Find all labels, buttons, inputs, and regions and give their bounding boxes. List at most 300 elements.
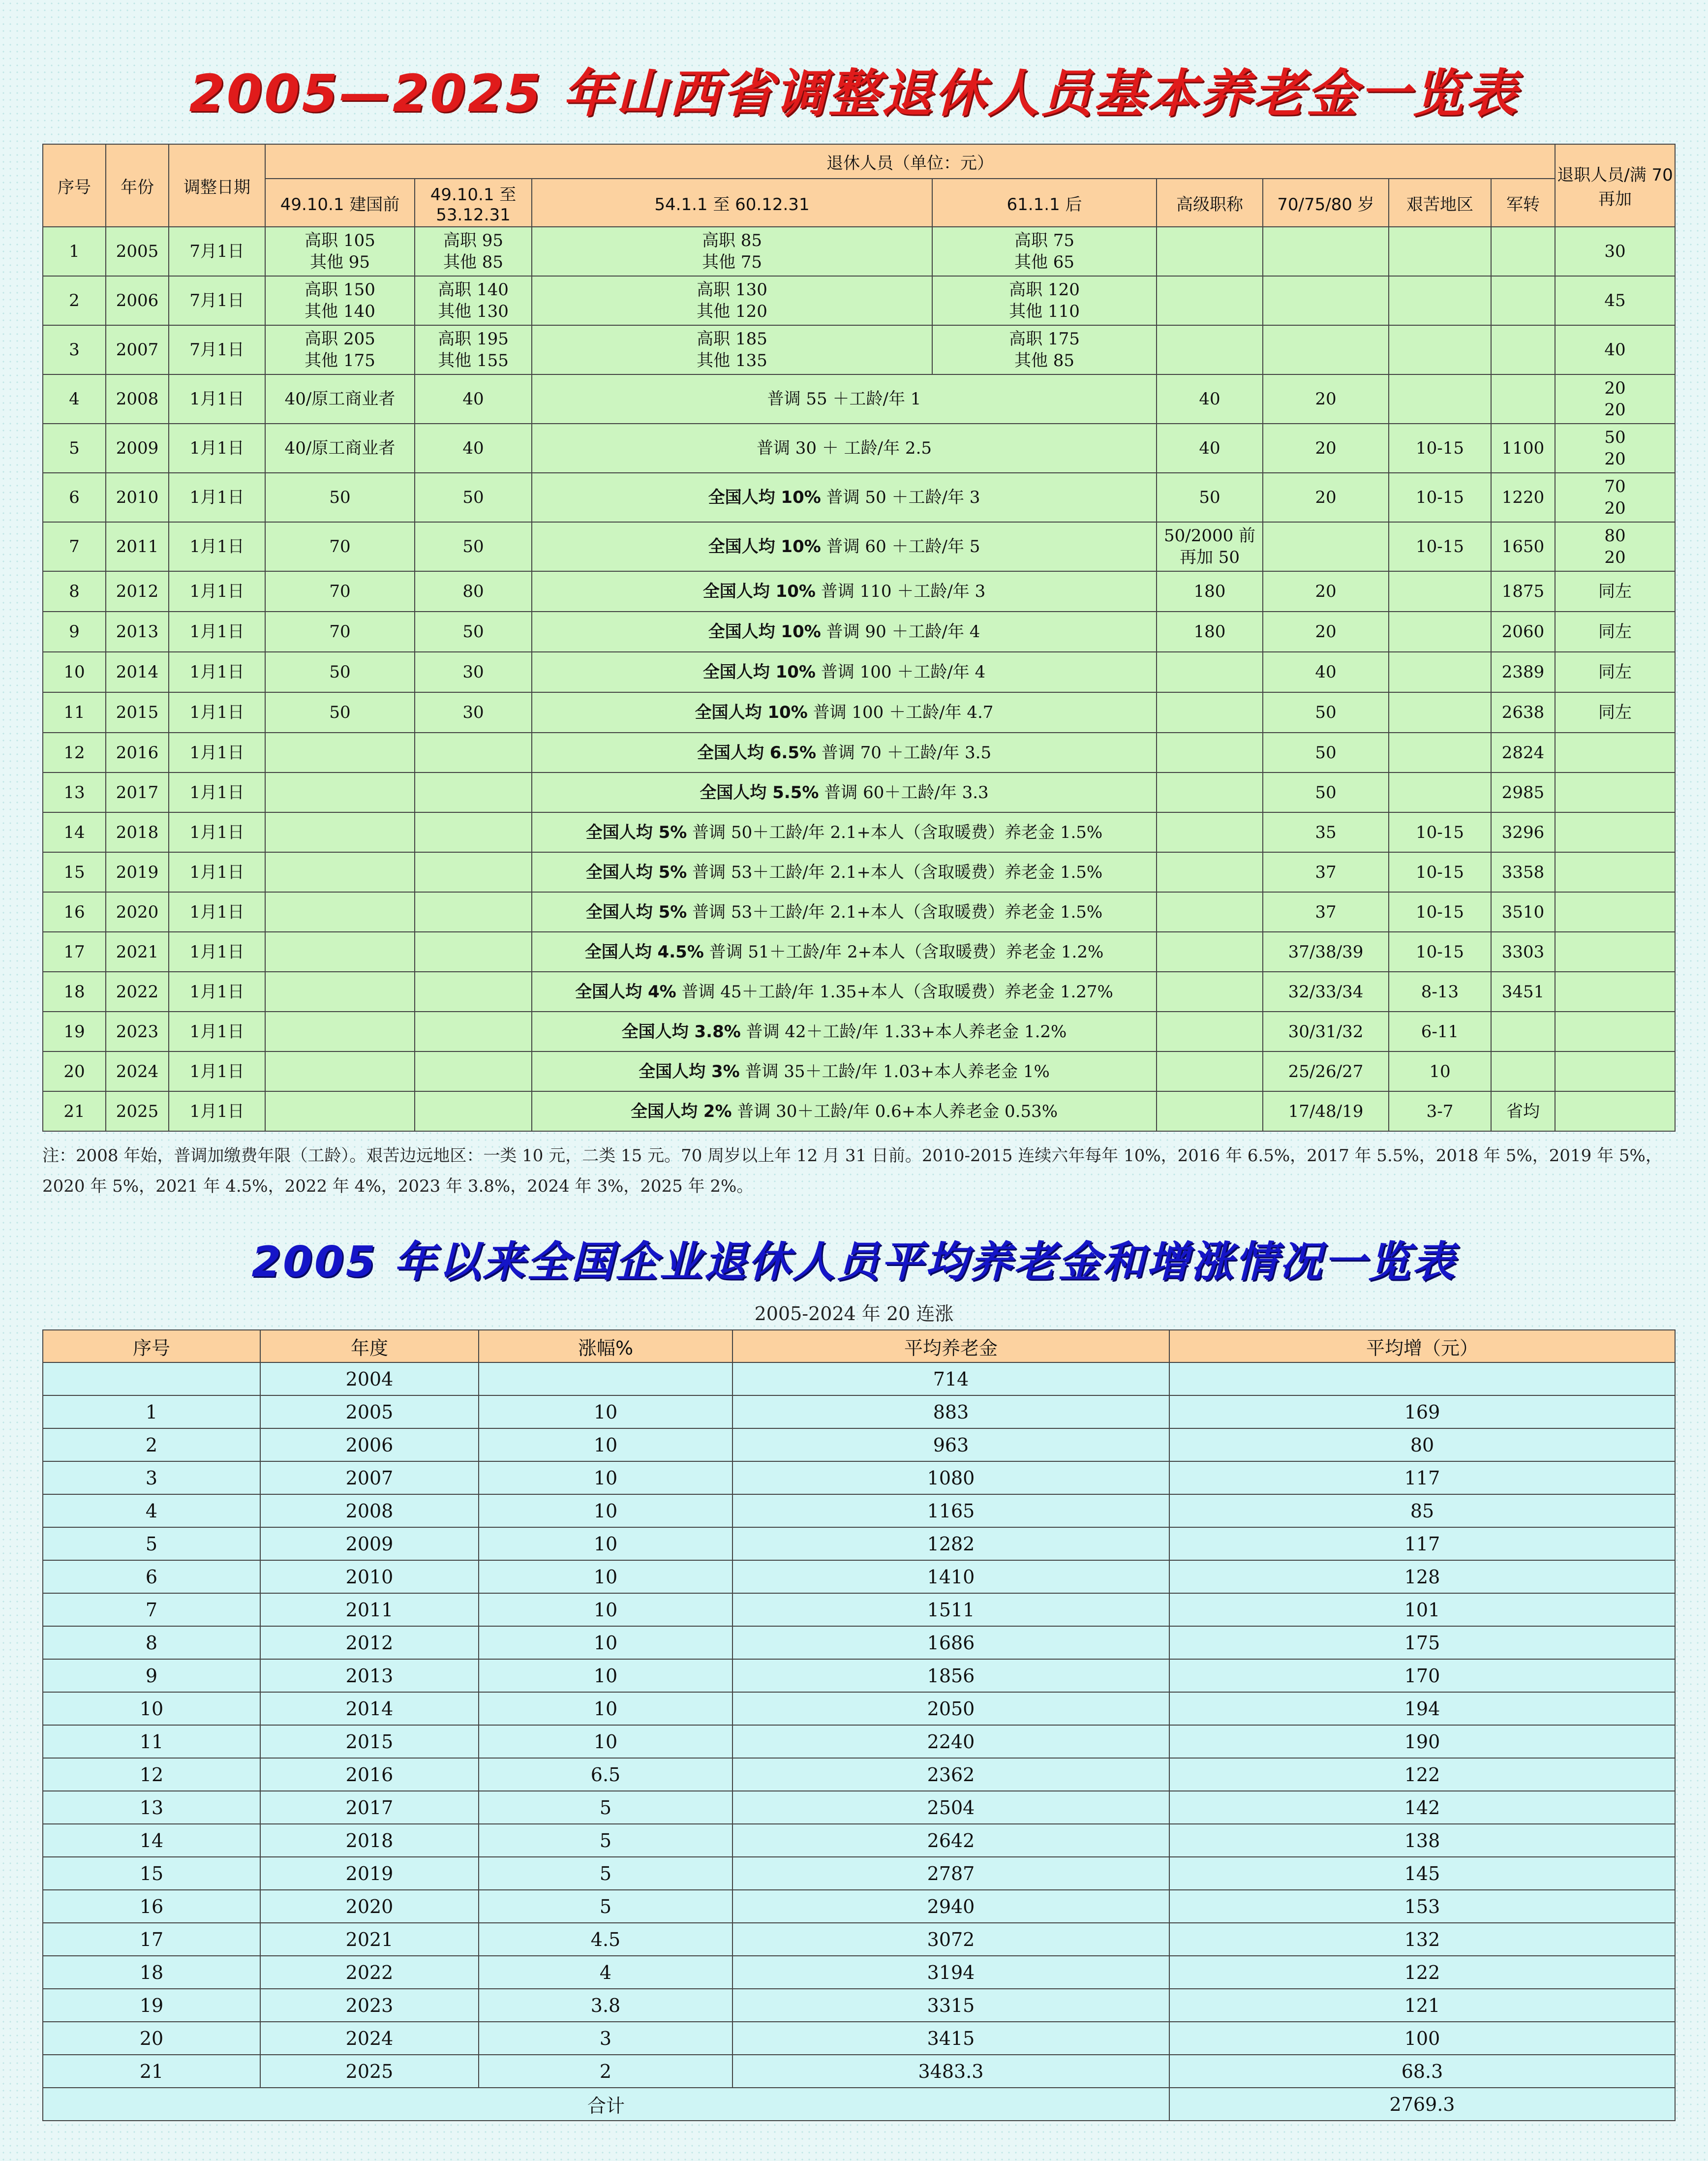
cell-c8 [1491, 227, 1555, 276]
cell-c2 [415, 812, 532, 852]
cell-c2: 50 [415, 522, 532, 571]
cell-rate: 3.8 [479, 1989, 732, 2022]
cell-year: 2016 [106, 733, 169, 772]
cell-c6: 30/31/32 [1263, 1012, 1389, 1051]
cell-c2: 30 [415, 692, 532, 733]
cell-c5 [1157, 276, 1263, 325]
cell-seq: 6 [43, 1560, 260, 1593]
table-row [43, 892, 1675, 932]
cell-year: 2021 [260, 1923, 479, 1956]
cell-c7: 8-13 [1389, 972, 1491, 1012]
header-col-1: 序号 [43, 1330, 260, 1362]
cell-c2 [415, 733, 532, 772]
rule-national-average: 全国人均 3.8% [621, 1021, 741, 1042]
header-sub-5: 高级职称 [1157, 179, 1263, 227]
cell-c7 [1389, 612, 1491, 652]
rule-detail: 普调 90 ＋工龄/年 4 [826, 622, 980, 642]
cell-c5: 180 [1157, 571, 1263, 612]
cell-c8: 2389 [1491, 652, 1555, 692]
cell-c1: 50 [265, 473, 415, 522]
table-row [43, 1428, 1675, 1461]
cell-c7: 10-15 [1389, 932, 1491, 972]
cell-adjustment-rule [532, 652, 1157, 692]
cell-average: 3194 [732, 1956, 1169, 1989]
cell-increase: 132 [1169, 1923, 1675, 1956]
cell-c7: 10-15 [1389, 892, 1491, 932]
cell-seq: 20 [43, 2022, 260, 2055]
cell-seq: 18 [43, 1956, 260, 1989]
cell-average: 2504 [732, 1791, 1169, 1824]
cell-increase: 101 [1169, 1593, 1675, 1626]
cell-c6 [1263, 522, 1389, 571]
cell-rate: 10 [479, 1527, 732, 1560]
cell-c8: 省均 [1491, 1091, 1555, 1131]
table-caption: 2005-2024 年 20 连涨 [754, 1303, 954, 1325]
rule-detail: 普调 30 ＋ 工龄/年 2.5 [756, 438, 932, 458]
total-label: 合计 [43, 2088, 1169, 2121]
cell-year: 2007 [106, 325, 169, 374]
cell-c2 [415, 772, 532, 812]
header-date: 调整日期 [169, 144, 265, 227]
cell-c8 [1491, 1012, 1555, 1051]
cell-year: 2020 [106, 892, 169, 932]
cell-c1 [265, 772, 415, 812]
table-row [43, 1824, 1675, 1857]
table-row [43, 852, 1675, 892]
table-row [43, 424, 1675, 473]
cell-c2: 高职 140 其他 130 [415, 276, 532, 325]
cell-increase: 100 [1169, 2022, 1675, 2055]
cell-increase: 190 [1169, 1725, 1675, 1758]
cell-c1: 高职 105 其他 95 [265, 227, 415, 276]
rule-detail: 普调 35＋工龄/年 1.03+本人养老金 1% [745, 1061, 1050, 1081]
cell-year: 2011 [106, 522, 169, 571]
table-row [43, 733, 1675, 772]
table-row [43, 1527, 1675, 1560]
cell-c9: 40 [1555, 325, 1675, 374]
table-row [43, 1923, 1675, 1956]
cell-seq: 10 [43, 652, 106, 692]
cell-date: 1月1日 [169, 852, 265, 892]
cell-rate: 6.5 [479, 1758, 732, 1791]
cell-c9: 同左 [1555, 612, 1675, 652]
cell-average: 3315 [732, 1989, 1169, 2022]
cell-rate: 10 [479, 1626, 732, 1659]
cell-year: 2017 [106, 772, 169, 812]
cell-increase: 122 [1169, 1758, 1675, 1791]
cell-c1: 70 [265, 571, 415, 612]
cell-date: 1月1日 [169, 1091, 265, 1131]
cell-c6: 50 [1263, 733, 1389, 772]
cell-increase: 170 [1169, 1659, 1675, 1692]
cell-c5 [1157, 1051, 1263, 1091]
cell-rate: 10 [479, 1428, 732, 1461]
table-row [43, 1758, 1675, 1791]
cell-seq: 3 [43, 1461, 260, 1494]
cell-seq: 18 [43, 972, 106, 1012]
cell-c7: 10 [1389, 1051, 1491, 1091]
cell-c8: 1100 [1491, 424, 1555, 473]
footnote: 注：2008 年始，普调加缴费年限（工龄）。艰苦边远地区：一类 10 元，二类 15 元。70 周岁以上年 12 月 31 日前。2010-2015 连续六年每年 10%，2016 年 6.5%，2017 年 5.5%，2018 年 5%，2019 年 5%，2020 年 5%，2021 年 4.5%，2022 年 4%，2023 年 3.8%，2024 年 3%，2025 年 2%。 [42, 1146, 1662, 1196]
cell-year: 2023 [106, 1012, 169, 1051]
header-sub-2: 49.10.1 至 53.12.31 [415, 179, 532, 227]
cell-c8: 1875 [1491, 571, 1555, 612]
cell-c3: 高职 185 其他 135 [532, 325, 932, 374]
cell-seq: 8 [43, 1626, 260, 1659]
rule-detail: 普调 55 ＋工龄/年 1 [767, 389, 921, 409]
cell-adjustment-rule [532, 571, 1157, 612]
cell-c6: 37/38/39 [1263, 932, 1389, 972]
cell-seq: 14 [43, 812, 106, 852]
table-row [43, 1857, 1675, 1890]
cell-seq: 13 [43, 1791, 260, 1824]
cell-c8: 3296 [1491, 812, 1555, 852]
cell-rate: 5 [479, 1824, 732, 1857]
cell-year: 2012 [106, 571, 169, 612]
cell-c1 [265, 972, 415, 1012]
cell-average: 1282 [732, 1527, 1169, 1560]
cell-year: 2012 [260, 1626, 479, 1659]
cell-c8: 3510 [1491, 892, 1555, 932]
cell-seq: 9 [43, 612, 106, 652]
cell-c5 [1157, 227, 1263, 276]
cell-seq: 17 [43, 1923, 260, 1956]
table-row [43, 1051, 1675, 1091]
cell-year: 2023 [260, 1989, 479, 2022]
cell-year: 2009 [106, 424, 169, 473]
cell-seq: 9 [43, 1659, 260, 1692]
cell-year: 2010 [106, 473, 169, 522]
cell-year: 2009 [260, 1527, 479, 1560]
cell-c8: 2638 [1491, 692, 1555, 733]
cell-c2 [415, 852, 532, 892]
table-row [43, 1461, 1675, 1494]
rule-detail: 普调 60＋工龄/年 3.3 [824, 782, 989, 803]
cell-c5 [1157, 652, 1263, 692]
cell-c1 [265, 1012, 415, 1051]
table-row [43, 374, 1675, 424]
cell-c4: 高职 75 其他 65 [932, 227, 1157, 276]
cell-c7 [1389, 276, 1491, 325]
header-veteran: 退职人员/满 70 再加 [1555, 144, 1675, 227]
rule-detail: 普调 60 ＋工龄/年 5 [826, 537, 980, 556]
cell-c6: 32/33/34 [1263, 972, 1389, 1012]
cell-c9: 20 20 [1555, 374, 1675, 424]
cell-increase: 68.3 [1169, 2055, 1675, 2088]
cell-year: 2024 [260, 2022, 479, 2055]
cell-c2 [415, 892, 532, 932]
cell-c1 [265, 1091, 415, 1131]
cell-increase: 117 [1169, 1461, 1675, 1494]
cell-increase: 169 [1169, 1395, 1675, 1428]
cell-c8: 2985 [1491, 772, 1555, 812]
cell-c1 [265, 852, 415, 892]
table-row [43, 692, 1675, 733]
cell-increase: 153 [1169, 1890, 1675, 1923]
table-row [43, 1362, 1675, 1395]
cell-c2: 50 [415, 473, 532, 522]
table-row [43, 812, 1675, 852]
table-row [43, 1626, 1675, 1659]
cell-c5: 180 [1157, 612, 1263, 652]
cell-c1 [265, 812, 415, 852]
cell-c7 [1389, 374, 1491, 424]
cell-rate [479, 1362, 732, 1395]
cell-seq: 6 [43, 473, 106, 522]
rule-national-average: 全国人均 10% [702, 582, 816, 601]
table-row [43, 932, 1675, 972]
rule-national-average: 全国人均 3% [639, 1061, 740, 1081]
cell-average: 1165 [732, 1494, 1169, 1527]
rule-detail: 普调 53＋工龄/年 2.1+本人（含取暖费）养老金 1.5% [692, 902, 1103, 922]
cell-c6: 20 [1263, 374, 1389, 424]
cell-date: 1月1日 [169, 374, 265, 424]
cell-date: 1月1日 [169, 812, 265, 852]
table-row [43, 1956, 1675, 1989]
cell-c7: 10-15 [1389, 852, 1491, 892]
rule-national-average: 全国人均 2% [630, 1101, 732, 1121]
cell-average: 714 [732, 1362, 1169, 1395]
cell-year: 2014 [260, 1692, 479, 1725]
cell-seq: 4 [43, 1494, 260, 1527]
rule-national-average: 全国人均 10% [695, 703, 808, 722]
cell-seq: 2 [43, 276, 106, 325]
cell-rate: 10 [479, 1494, 732, 1527]
cell-c2: 30 [415, 652, 532, 692]
cell-seq: 7 [43, 1593, 260, 1626]
rule-detail: 普调 51＋工龄/年 2+本人（含取暖费）养老金 1.2% [709, 942, 1104, 962]
cell-adjustment-rule [532, 612, 1157, 652]
cell-c7 [1389, 571, 1491, 612]
rule-detail: 普调 100 ＋工龄/年 4.7 [813, 703, 994, 722]
cell-seq: 8 [43, 571, 106, 612]
cell-seq: 16 [43, 892, 106, 932]
cell-seq: 12 [43, 733, 106, 772]
cell-rate: 3 [479, 2022, 732, 2055]
cell-c8: 2060 [1491, 612, 1555, 652]
cell-c2: 50 [415, 612, 532, 652]
cell-c9 [1555, 1091, 1675, 1131]
cell-seq: 2 [43, 1428, 260, 1461]
cell-adjustment-rule [532, 852, 1157, 892]
cell-seq [43, 1362, 260, 1395]
cell-c1: 高职 150 其他 140 [265, 276, 415, 325]
cell-adjustment-rule [532, 1051, 1157, 1091]
cell-rate: 10 [479, 1461, 732, 1494]
cell-average: 1080 [732, 1461, 1169, 1494]
cell-year: 2021 [106, 932, 169, 972]
cell-c9 [1555, 972, 1675, 1012]
cell-adjustment-rule [532, 692, 1157, 733]
rule-national-average: 全国人均 10% [702, 662, 816, 682]
cell-seq: 14 [43, 1824, 260, 1857]
table-row [43, 612, 1675, 652]
cell-average: 2642 [732, 1824, 1169, 1857]
cell-c6 [1263, 227, 1389, 276]
cell-rate: 10 [479, 1659, 732, 1692]
cell-rate: 5 [479, 1791, 732, 1824]
cell-year: 2011 [260, 1593, 479, 1626]
cell-year: 2025 [260, 2055, 479, 2088]
cell-year: 2024 [106, 1051, 169, 1091]
rule-national-average: 全国人均 5.5% [700, 782, 819, 803]
cell-average: 1686 [732, 1626, 1169, 1659]
cell-c9: 同左 [1555, 652, 1675, 692]
cell-c4: 高职 120 其他 110 [932, 276, 1157, 325]
cell-seq: 5 [43, 424, 106, 473]
rule-national-average: 全国人均 6.5% [697, 742, 817, 763]
cell-average: 883 [732, 1395, 1169, 1428]
cell-increase [1169, 1362, 1675, 1395]
cell-c1 [265, 892, 415, 932]
table-row [43, 325, 1675, 374]
cell-seq: 20 [43, 1051, 106, 1091]
cell-c3: 高职 130 其他 120 [532, 276, 932, 325]
cell-c6: 35 [1263, 812, 1389, 852]
cell-date: 1月1日 [169, 692, 265, 733]
cell-year: 2015 [260, 1725, 479, 1758]
cell-seq: 5 [43, 1527, 260, 1560]
cell-c1: 70 [265, 522, 415, 571]
cell-c2: 40 [415, 374, 532, 424]
cell-c5 [1157, 892, 1263, 932]
header-col-4: 平均养老金 [732, 1330, 1169, 1362]
cell-c6: 40 [1263, 652, 1389, 692]
cell-c8: 1220 [1491, 473, 1555, 522]
cell-c8: 1650 [1491, 522, 1555, 571]
cell-c1: 50 [265, 692, 415, 733]
total-value: 2769.3 [1169, 2088, 1675, 2121]
cell-c8: 3303 [1491, 932, 1555, 972]
header-retired-group: 退休人员（单位：元） [265, 144, 1555, 179]
cell-date: 1月1日 [169, 733, 265, 772]
table-row [43, 276, 1675, 325]
cell-rate: 10 [479, 1725, 732, 1758]
rule-detail: 普调 45＋工龄/年 1.35+本人（含取暖费）养老金 1.27% [681, 982, 1113, 1002]
header-col-3: 涨幅% [479, 1330, 732, 1362]
cell-c9 [1555, 892, 1675, 932]
cell-c5 [1157, 692, 1263, 733]
cell-adjustment-rule [532, 892, 1157, 932]
cell-c7 [1389, 733, 1491, 772]
cell-increase: 194 [1169, 1692, 1675, 1725]
table-row [43, 652, 1675, 692]
cell-year: 2015 [106, 692, 169, 733]
cell-c2 [415, 1012, 532, 1051]
cell-increase: 145 [1169, 1857, 1675, 1890]
cell-seq: 16 [43, 1890, 260, 1923]
cell-c5 [1157, 932, 1263, 972]
cell-c4: 高职 175 其他 85 [932, 325, 1157, 374]
cell-c6 [1263, 276, 1389, 325]
cell-c6: 25/26/27 [1263, 1051, 1389, 1091]
cell-c2 [415, 1091, 532, 1131]
cell-seq: 11 [43, 692, 106, 733]
national-average-table [42, 1329, 1676, 2121]
cell-c1: 50 [265, 652, 415, 692]
cell-rate: 10 [479, 1692, 732, 1725]
cell-average: 1511 [732, 1593, 1169, 1626]
cell-seq: 19 [43, 1989, 260, 2022]
cell-average: 2787 [732, 1857, 1169, 1890]
cell-c6: 20 [1263, 424, 1389, 473]
rule-national-average: 全国人均 4% [575, 982, 676, 1002]
cell-date: 7月1日 [169, 276, 265, 325]
rule-national-average: 全国人均 5% [585, 902, 687, 922]
cell-year: 2022 [106, 972, 169, 1012]
header-sub-3: 54.1.1 至 60.12.31 [532, 179, 932, 227]
cell-c5 [1157, 852, 1263, 892]
cell-year: 2018 [106, 812, 169, 852]
cell-adjustment-rule [532, 374, 1157, 424]
header-sub-6: 70/75/80 岁 [1263, 179, 1389, 227]
cell-c7: 10-15 [1389, 812, 1491, 852]
cell-c9: 30 [1555, 227, 1675, 276]
cell-year: 2019 [260, 1857, 479, 1890]
cell-date: 1月1日 [169, 571, 265, 612]
cell-c7: 10-15 [1389, 424, 1491, 473]
cell-seq: 1 [43, 1395, 260, 1428]
cell-c5 [1157, 972, 1263, 1012]
cell-c2: 高职 95 其他 85 [415, 227, 532, 276]
cell-c9 [1555, 1051, 1675, 1091]
cell-c7 [1389, 692, 1491, 733]
cell-year: 2005 [260, 1395, 479, 1428]
cell-c1 [265, 733, 415, 772]
cell-year: 2005 [106, 227, 169, 276]
cell-date: 1月1日 [169, 892, 265, 932]
rule-detail: 普调 30＋工龄/年 0.6+本人养老金 0.53% [737, 1101, 1058, 1121]
table-row [43, 772, 1675, 812]
table-row [43, 1091, 1675, 1131]
cell-adjustment-rule [532, 424, 1157, 473]
cell-c6: 17/48/19 [1263, 1091, 1389, 1131]
cell-c1 [265, 932, 415, 972]
cell-rate: 2 [479, 2055, 732, 2088]
cell-c5: 40 [1157, 374, 1263, 424]
cell-increase: 117 [1169, 1527, 1675, 1560]
cell-average: 2240 [732, 1725, 1169, 1758]
page-title: 2005—2025 年山西省调整退休人员基本养老金一览表 [189, 63, 1519, 123]
cell-year: 2006 [260, 1428, 479, 1461]
cell-date: 1月1日 [169, 1012, 265, 1051]
cell-c5: 40 [1157, 424, 1263, 473]
cell-c5 [1157, 812, 1263, 852]
cell-c2 [415, 972, 532, 1012]
cell-year: 2016 [260, 1758, 479, 1791]
cell-adjustment-rule [532, 473, 1157, 522]
cell-rate: 5 [479, 1857, 732, 1890]
cell-c7: 10-15 [1389, 522, 1491, 571]
rule-detail: 普调 50 ＋工龄/年 3 [826, 488, 980, 507]
cell-average: 2050 [732, 1692, 1169, 1725]
rule-national-average: 全国人均 10% [708, 488, 821, 507]
cell-c9 [1555, 772, 1675, 812]
table-row [43, 1593, 1675, 1626]
cell-seq: 21 [43, 2055, 260, 2088]
cell-date: 1月1日 [169, 972, 265, 1012]
cell-c6: 20 [1263, 473, 1389, 522]
table-row [43, 571, 1675, 612]
cell-average: 3072 [732, 1923, 1169, 1956]
table-row [43, 2055, 1675, 2088]
header-col-5: 平均增（元） [1169, 1330, 1675, 1362]
cell-date: 1月1日 [169, 652, 265, 692]
cell-c5 [1157, 772, 1263, 812]
cell-c5 [1157, 1012, 1263, 1051]
cell-adjustment-rule [532, 812, 1157, 852]
rule-detail: 普调 50＋工龄/年 2.1+本人（含取暖费）养老金 1.5% [692, 822, 1103, 842]
